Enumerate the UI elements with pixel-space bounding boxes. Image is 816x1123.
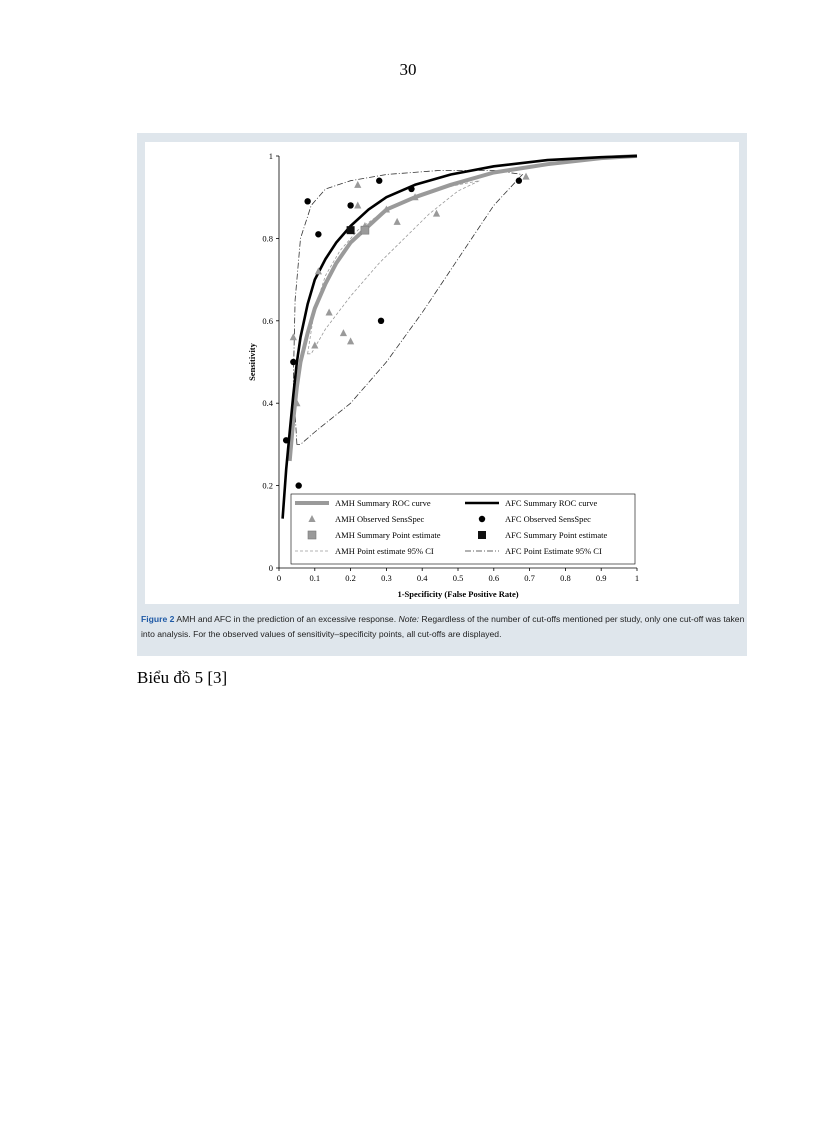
y-tick-label: 1 bbox=[268, 151, 273, 161]
afc-observed-point bbox=[408, 186, 414, 192]
afc-observed-point bbox=[378, 318, 384, 324]
x-tick-label: 0.2 bbox=[345, 573, 356, 583]
legend-label: AFC Summary Point estimate bbox=[505, 530, 608, 540]
afc-observed-point bbox=[295, 482, 301, 488]
x-tick-label: 0.8 bbox=[560, 573, 571, 583]
x-tick-label: 0 bbox=[276, 573, 282, 583]
caption-text-1: AMH and AFC in the prediction of an excessive response. bbox=[176, 614, 397, 624]
y-tick-label: 0.2 bbox=[262, 480, 273, 491]
x-tick-label: 0.9 bbox=[595, 573, 607, 583]
caption-label: Figure 2 bbox=[141, 614, 175, 624]
afc-ci-contour bbox=[293, 170, 522, 444]
amh-observed-point bbox=[522, 173, 529, 180]
legend-symbol bbox=[479, 516, 485, 522]
afc-observed-point bbox=[516, 178, 522, 184]
amh-observed-point bbox=[326, 309, 333, 316]
afc-observed-point bbox=[347, 202, 353, 208]
afc-observed-point bbox=[304, 198, 310, 204]
legend-symbol bbox=[308, 531, 316, 539]
legend-label: AFC Summary ROC curve bbox=[505, 498, 598, 508]
chart-reference-label: Biểu đồ 5 [3] bbox=[137, 668, 228, 687]
x-tick-label: 0.6 bbox=[488, 573, 500, 583]
caption-note-label: Note: bbox=[398, 614, 420, 624]
amh-observed-point bbox=[347, 337, 354, 344]
y-tick-label: 0.8 bbox=[262, 233, 273, 244]
page-number: 30 bbox=[399, 60, 417, 79]
y-tick-label: 0.6 bbox=[262, 315, 273, 326]
amh-observed-point bbox=[340, 329, 347, 336]
x-tick-label: 0.4 bbox=[416, 573, 428, 583]
x-tick-label: 0.7 bbox=[524, 573, 535, 583]
y-axis-label: Sensitivity bbox=[247, 343, 257, 381]
y-tick-label: 0 bbox=[268, 563, 273, 573]
legend-label: AMH Summary ROC curve bbox=[335, 498, 431, 508]
plot-panel bbox=[145, 142, 739, 604]
amh-observed-point bbox=[354, 201, 361, 208]
amh-observed-point bbox=[433, 210, 440, 217]
amh-observed-point bbox=[290, 333, 297, 340]
afc-observed-point bbox=[283, 437, 289, 443]
y-tick-label: 0.4 bbox=[262, 398, 273, 409]
afc-observed-point bbox=[315, 231, 321, 237]
amh-summary-point bbox=[361, 226, 369, 234]
amh-observed-point bbox=[354, 181, 361, 188]
amh-roc-curve bbox=[290, 156, 637, 461]
figure bbox=[137, 133, 747, 656]
legend-label: AMH Summary Point estimate bbox=[335, 530, 441, 540]
amh-observed-point bbox=[394, 218, 401, 225]
x-tick-label: 1 bbox=[634, 573, 640, 583]
legend-symbol bbox=[478, 531, 486, 539]
caption-text-2: Regardless of the number of cut-offs mentioned per study, only one cut-off was taken into analysis. For the observed values of sensitivity–specificity points, all cut-offs are displayed. bbox=[141, 614, 745, 639]
roc-chart bbox=[145, 142, 739, 604]
legend-label: AMH Point estimate 95% CI bbox=[335, 546, 434, 556]
figure-caption bbox=[141, 612, 745, 642]
legend-label: AFC Point Estimate 95% CI bbox=[505, 546, 602, 556]
afc-observed-point bbox=[290, 359, 296, 365]
x-tick-label: 0.1 bbox=[309, 573, 321, 583]
afc-roc-curve bbox=[283, 156, 637, 519]
x-tick-label: 0.5 bbox=[452, 573, 464, 583]
legend-label: AMH Observed SensSpec bbox=[335, 514, 425, 524]
afc-summary-point bbox=[347, 226, 355, 234]
x-tick-label: 0.3 bbox=[381, 573, 392, 583]
x-axis-label: 1-Specificity (False Positive Rate) bbox=[397, 589, 519, 599]
afc-observed-point bbox=[376, 178, 382, 184]
legend-label: AFC Observed SensSpec bbox=[505, 514, 591, 524]
